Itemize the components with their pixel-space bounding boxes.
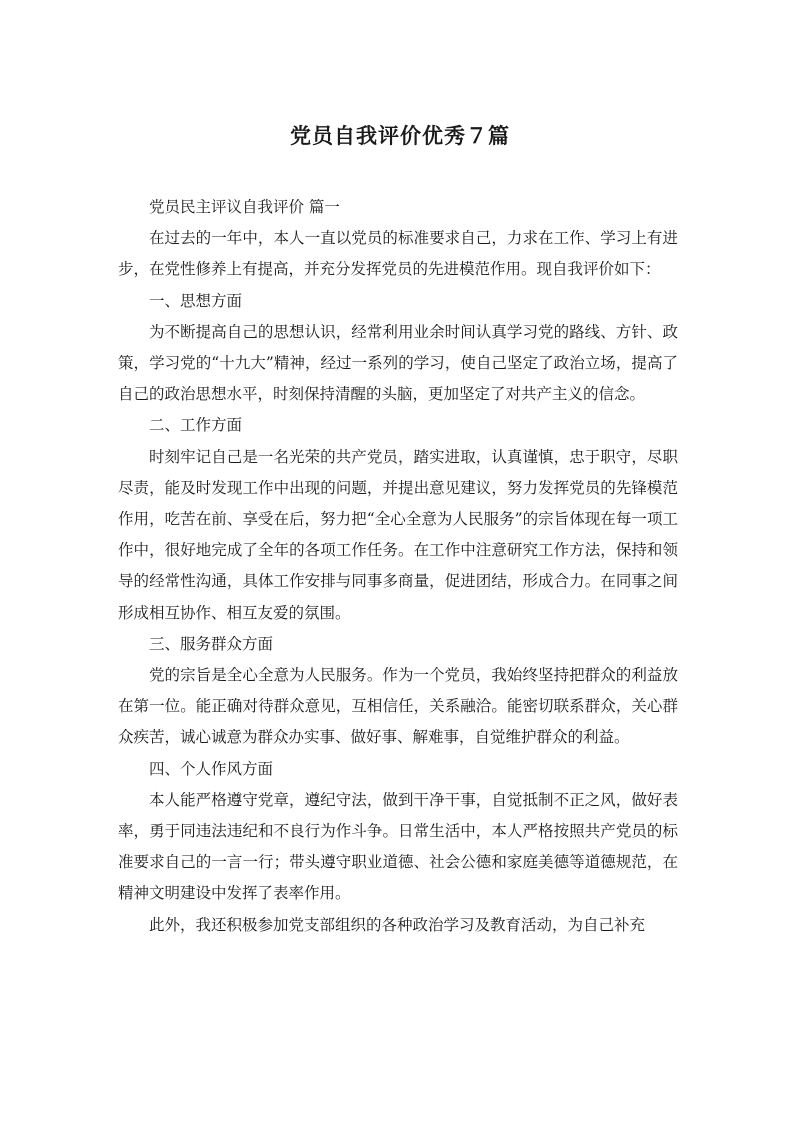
section-heading-work: 二、工作方面 [149, 416, 243, 435]
section-heading-thought: 一、思想方面 [149, 291, 243, 310]
section-body-service: 党的宗旨是全心全意为人民服务。作为一个党员，我始终坚持把群众的利益放在第一位。能正确对待群众意见，互相信任，关系融洽。能密切联系群众，关心群众疾苦，诚心诚意为群众办实事、做好事、解难事，自觉维护群众的利益。 [118, 666, 678, 747]
section-heading-conduct: 四、个人作风方面 [149, 759, 274, 778]
section-body-work: 时刻牢记自己是一名光荣的共产党员，踏实进取，认真谨慎，忠于职守，尽职尽责，能及时发现工作中出现的问题，并提出意见建议，努力发挥党员的先锋模范作用，吃苦在前、享受在后，努力把“全心全意为人民服务”的宗旨体现在每一项工作中，很好地完成了全年的各项工作任务。在工作中注意研究工作方法，保持和领导的经常性沟通，具体工作安排与同事多商量，促进团结，形成合力。在同事之间形成相互协作、相互友爱的氛围。 [118, 447, 678, 622]
document-body [118, 192, 678, 941]
closing-paragraph: 此外，我还积极参加党支部组织的各种政治学习及教育活动，为自己补充 [149, 915, 646, 934]
intro-paragraph: 在过去的一年中，本人一直以党员的标准要求自己，力求在工作、学习上有进步，在党性修养上有提高，并充分发挥党员的先进模范作用。现自我评价如下： [118, 229, 678, 279]
article-subtitle: 党员民主评议自我评价 篇一 [149, 198, 340, 216]
section-body-thought: 为不断提高自己的思想认识，经常利用业余时间认真学习党的路线、方针、政策，学习党的“十九大”精神，经过一系列的学习，使自己坚定了政治立场，提高了自己的政治思想水平，时刻保持清醒的头脑，更加坚定了对共产主义的信念。 [118, 322, 678, 404]
section-body-conduct: 本人能严格遵守党章，遵纪守法，做到干净干事，自觉抵制不正之风，做好表率，勇于同违法违纪和不良行为作斗争。日常生活中，本人严格按照共产党员的标准要求自己的一言一行；带头遵守职业道德、社会公德和家庭美德等道德规范，在精神文明建设中发挥了表率作用。 [118, 790, 678, 903]
section-heading-service: 三、服务群众方面 [149, 634, 274, 653]
document-title: 党员自我评价优秀７篇 [290, 124, 510, 148]
